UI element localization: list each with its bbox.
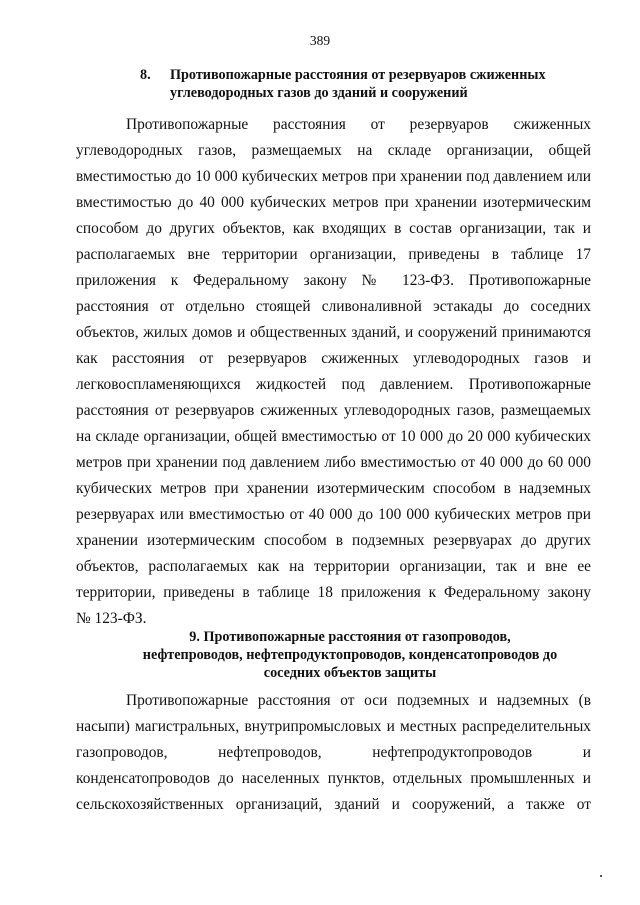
section-9-title-line1: 9. Противопожарные расстояния от газопроводов, — [189, 629, 511, 645]
page-number: 389 — [309, 33, 331, 48]
paragraph-line: хранении изотермическим способом в подземных резервуарах до других — [76, 532, 591, 549]
paragraph-line: резервуарах или вместимостью от 40 000 до 100 000 кубических метров при — [76, 506, 591, 523]
paragraph-line: газопроводов, нефтепроводов, нефтепродуктопроводов и — [76, 744, 591, 761]
paragraph-line: сельскохозяйственных организаций, зданий и сооружений, а также от — [76, 796, 591, 813]
paragraph-line: метров при хранении под давлением либо вместимостью от 40 000 до 60 000 — [76, 454, 591, 471]
paragraph-line: № 123-ФЗ. — [76, 610, 147, 627]
paragraph-line: как расстояния от резервуаров сжиженных углеводородных газов и — [76, 350, 591, 367]
section-8-heading — [140, 66, 600, 102]
paragraph-line: приложения к Федеральному закону № 123-ФЗ. Противопожарные — [76, 272, 591, 289]
section-8-heading-line1 — [140, 66, 600, 84]
section-9-title-line3: соседних объектов защиты — [263, 665, 437, 681]
section-8-number: 8. — [140, 67, 151, 83]
section-8-title-line1: Противопожарные расстояния от резервуаров сжиженных — [170, 67, 546, 83]
paragraph-line: конденсатопроводов до населенных пунктов, отдельных промышленных и — [76, 770, 591, 787]
section-8-paragraph — [76, 112, 591, 632]
section-9-heading — [60, 628, 640, 682]
paragraph-line: Противопожарные расстояния от оси подземных и надземных (в — [126, 692, 591, 709]
scan-artifact-dot — [600, 875, 602, 877]
paragraph-line: расстояния от отдельно стоящей сливоналивной эстакады до соседних — [76, 298, 591, 315]
section-9-paragraph — [76, 688, 591, 818]
paragraph-line: объектов, располагаемых как на территории организации, так и вне ее — [76, 558, 591, 575]
paragraph-line: углеводородных газов, размещаемых на складе организации, общей — [76, 142, 591, 159]
paragraph-line: территории, приведены в таблице 18 приложения к Федеральному закону — [76, 584, 591, 601]
paragraph-line: легковоспламеняющихся жидкостей под давлением. Противопожарные — [76, 376, 591, 393]
section-8-title-line2: углеводородных газов до зданий и сооружений — [170, 85, 468, 101]
paragraph-line: вместимостью до 10 000 кубических метров при хранении под давлением или — [76, 168, 591, 185]
paragraph-line: располагаемых вне территории организации, приведены в таблице 17 — [76, 246, 591, 263]
section-9-title-line2: нефтепроводов, нефтепродуктопроводов, конденсатопроводов до — [142, 647, 558, 663]
paragraph-line: Противопожарные расстояния от резервуаров сжиженных — [126, 116, 591, 133]
paragraph-line: на складе организации, общей вместимостью от 10 000 до 20 000 кубических — [76, 428, 591, 445]
paragraph-line: насыпи) магистральных, внутрипромысловых и местных распределительных — [76, 718, 591, 735]
paragraph-line: расстояния от резервуаров сжиженных углеводородных газов, размещаемых — [76, 402, 591, 419]
paragraph-line: способом до других объектов, как входящих в состав организации, так и — [76, 220, 591, 237]
paragraph-line: объектов, жилых домов и общественных зданий, и сооружений принимаются — [76, 324, 591, 341]
paragraph-line: вместимостью до 40 000 кубических метров при хранении изотермическим — [76, 194, 591, 211]
paragraph-line: кубических метров при хранении изотермическим способом в надземных — [76, 480, 591, 497]
